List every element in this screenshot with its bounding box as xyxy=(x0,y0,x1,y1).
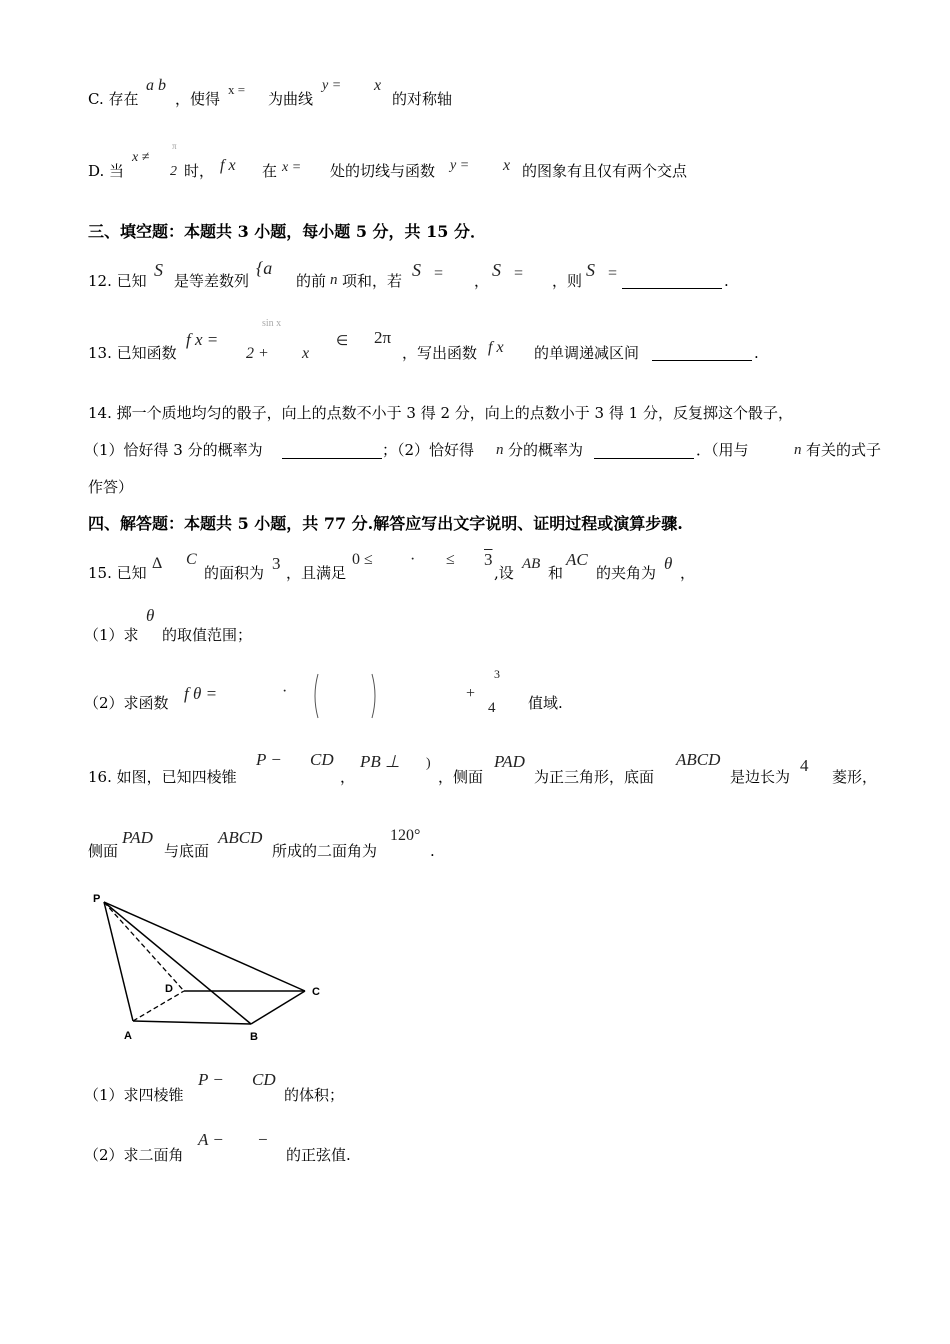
edge-pb xyxy=(104,902,251,1024)
text: 菱形， xyxy=(832,768,878,786)
math: ABCD xyxy=(676,750,721,769)
math: x = xyxy=(228,82,246,97)
math: f x xyxy=(220,157,236,174)
vertex-c: C xyxy=(312,986,320,998)
math: 3 xyxy=(494,667,500,681)
text: . xyxy=(430,842,435,860)
vector-ac: AC xyxy=(566,550,588,569)
math: A − xyxy=(198,1130,224,1149)
math: P − xyxy=(256,750,282,769)
math: 2 xyxy=(170,164,177,179)
answer-blank[interactable] xyxy=(622,274,722,289)
edge-bc xyxy=(251,991,305,1024)
text: 分的概率为 xyxy=(508,441,584,459)
math: = xyxy=(514,265,524,282)
math: · xyxy=(282,683,288,700)
text: 为正三角形，底面 xyxy=(534,768,655,786)
math: − xyxy=(258,1130,268,1149)
section-3-heading: 三、填空题：本题共 3 小题，每小题 5 分，共 15 分． xyxy=(88,222,486,241)
math: n xyxy=(330,272,338,288)
math: π xyxy=(172,141,177,151)
math: f x = xyxy=(186,330,219,349)
math: {a xyxy=(256,258,273,278)
option-c-label: C. 存在 xyxy=(88,90,139,108)
math: CD xyxy=(310,750,334,769)
question-number: 16. 如图，已知四棱锥 xyxy=(88,768,237,786)
edge-ad-hidden xyxy=(133,991,184,1021)
math: θ xyxy=(146,606,155,625)
math: 120° xyxy=(390,827,421,844)
text: ，使得 xyxy=(175,90,221,108)
math: f θ = xyxy=(184,684,218,703)
math: S xyxy=(154,260,163,280)
math: y = xyxy=(450,158,470,173)
text: 是等差数列 xyxy=(174,272,250,290)
text: 的体积； xyxy=(284,1086,345,1104)
question-14-line-1: 14. 掷一个质地均匀的骰子，向上的点数不小于 3 得 2 分，向上的点数小于 3 得 1 分，反复掷这个骰子， xyxy=(88,404,793,422)
math: sin x xyxy=(262,318,282,329)
parentheses xyxy=(310,670,380,722)
answer-blank[interactable] xyxy=(594,444,694,459)
math: = xyxy=(434,265,444,282)
text: 时， xyxy=(184,162,215,180)
math: x xyxy=(302,345,310,362)
math: ∈ xyxy=(336,334,349,349)
math: x xyxy=(503,157,511,174)
text: （1）求四棱锥 xyxy=(84,1086,184,1104)
math: 0 ≤ xyxy=(352,551,373,568)
math: P − xyxy=(198,1070,224,1089)
vertex-b: B xyxy=(250,1031,258,1043)
text: 的夹角为 xyxy=(596,564,657,582)
text: 值域. xyxy=(528,694,563,712)
math: ≤ xyxy=(446,551,455,568)
math: PB ⊥ xyxy=(360,752,400,771)
edge-pa xyxy=(104,902,133,1021)
text: 的单调递减区间 xyxy=(534,344,640,362)
text: 处的切线与函数 xyxy=(330,162,436,180)
edge-pd-hidden xyxy=(104,902,184,991)
text: 的取值范围； xyxy=(162,626,253,644)
text: ，且满足 xyxy=(286,564,347,582)
text: 的图象有且仅有两个交点 xyxy=(522,162,688,180)
question-number: 12. 已知 xyxy=(88,272,147,290)
edge-ab xyxy=(133,1021,251,1024)
text: . xyxy=(724,272,729,290)
text: 的面积为 xyxy=(204,564,265,582)
text: 项和，若 xyxy=(342,272,403,290)
math: · xyxy=(410,551,416,568)
text: 与底面 xyxy=(164,842,210,860)
text: ， xyxy=(340,768,356,786)
math: x ≠ xyxy=(132,150,150,165)
text: （1）求 xyxy=(84,626,139,644)
text: ， xyxy=(474,272,490,290)
math: ABCD xyxy=(218,828,263,847)
question-number: 13. 已知函数 xyxy=(88,344,177,362)
text: ,设 xyxy=(494,564,514,582)
text: 在 xyxy=(262,162,278,180)
text: ，侧面 xyxy=(438,768,484,786)
math: 4 xyxy=(800,756,809,775)
math: x = xyxy=(282,160,302,175)
text: ， xyxy=(680,564,696,582)
pyramid-figure xyxy=(86,884,336,1048)
text: ；（2）恰好得 xyxy=(382,441,475,459)
question-number: 15. 已知 xyxy=(88,564,147,582)
math: = xyxy=(608,265,618,282)
math: ) xyxy=(426,756,431,771)
text: 为曲线 xyxy=(268,90,314,108)
text: ，则 xyxy=(552,272,583,290)
math: a b xyxy=(146,77,166,94)
math: Δ xyxy=(152,555,163,572)
math: y = xyxy=(322,78,342,93)
math: 2π xyxy=(374,328,392,347)
text: ．（用与 xyxy=(696,441,749,459)
math: f x xyxy=(488,339,504,356)
section-4-heading: 四、解答题：本题共 5 小题，共 77 分.解答应写出文字说明、证明过程或演算步骤. xyxy=(88,514,683,533)
vertex-p: P xyxy=(93,893,101,905)
math: + xyxy=(466,685,476,702)
math: S xyxy=(492,260,501,280)
math: PAD xyxy=(494,752,525,771)
math: n xyxy=(496,442,504,458)
math: S xyxy=(586,260,595,280)
answer-blank[interactable] xyxy=(282,444,382,459)
text: 的前 xyxy=(296,272,327,290)
math: 3 xyxy=(272,554,281,573)
answer-blank[interactable] xyxy=(652,346,752,361)
math: n xyxy=(794,442,802,458)
text: ，写出函数 xyxy=(402,344,478,362)
math: x xyxy=(374,77,382,94)
math: 4 xyxy=(488,700,496,716)
math: 3 xyxy=(484,550,493,569)
math: CD xyxy=(252,1070,276,1089)
text: （1）恰好得 3 分的概率为 xyxy=(84,441,263,459)
math: PAD xyxy=(122,828,153,847)
question-14-line-3: 作答） xyxy=(88,478,134,496)
text: 的对称轴 xyxy=(392,90,453,108)
vector-ab: AB xyxy=(522,556,541,572)
text: 和 xyxy=(548,564,564,582)
text: 侧面 xyxy=(88,842,119,860)
text: 所成的二面角为 xyxy=(272,842,378,860)
text: 有关的式子 xyxy=(806,441,882,459)
edge-pc xyxy=(104,902,305,991)
math: θ xyxy=(664,554,673,573)
math: 2 + xyxy=(246,345,269,362)
math: S xyxy=(412,260,421,280)
text: . xyxy=(754,344,759,362)
vertex-d: D xyxy=(165,983,173,995)
math: C xyxy=(186,551,197,568)
option-d-label: D. 当 xyxy=(88,162,125,180)
text: 的正弦值. xyxy=(286,1146,351,1164)
text: （2）求函数 xyxy=(84,694,169,712)
text: （2）求二面角 xyxy=(84,1146,184,1164)
text: 是边长为 xyxy=(730,768,791,786)
vertex-a: A xyxy=(124,1030,132,1042)
